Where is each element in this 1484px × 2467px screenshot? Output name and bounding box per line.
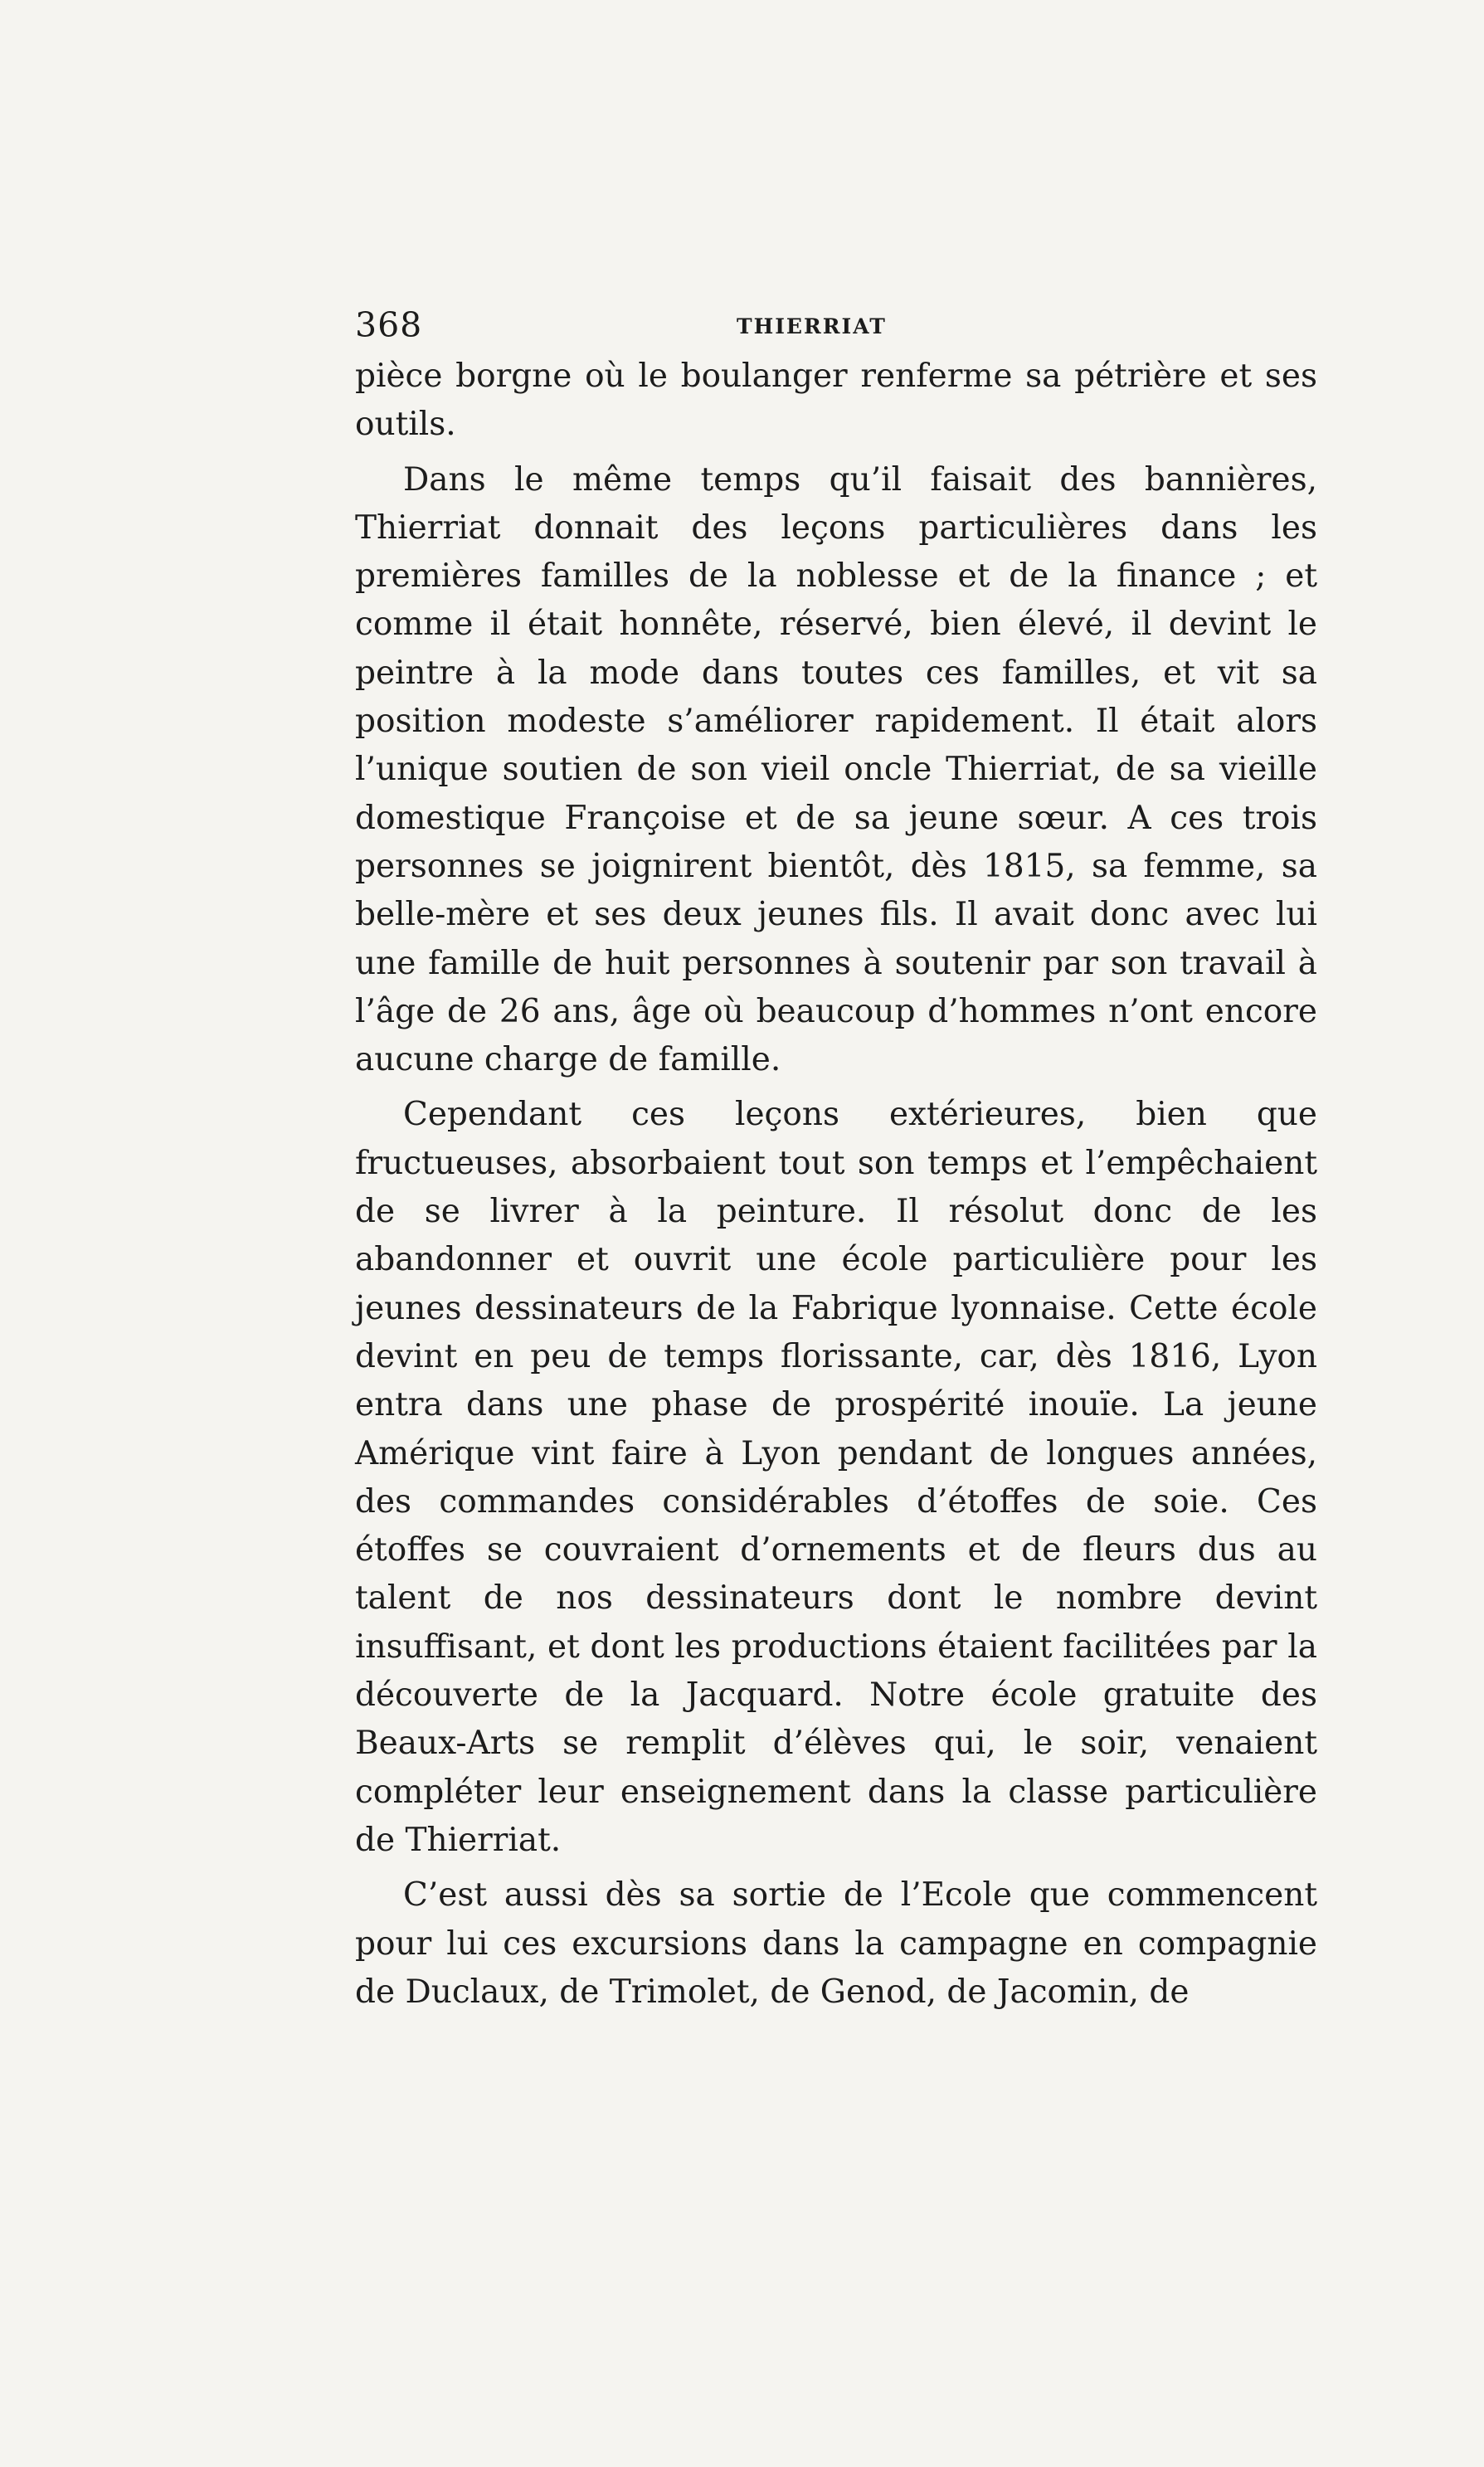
body-text bbox=[355, 353, 1317, 2017]
running-title: THIERRIAT bbox=[737, 314, 887, 338]
paragraph-2: Dans le même temps qu’il faisait des bannières, Thierriat donnait des leçons particulières dans les premières familles de la noblesse et de la finance ; et comme il était honnête, réservé, bien élevé, il devint le peintre à la mode dans toutes ces familles, et vit sa position modeste s’améliorer rapidement. Il était alors l’unique soutien de son vieil oncle Thierriat, de sa vieille domestique Françoise et de sa jeune sœur. A ces trois personnes se joignirent bientôt, dès 1815, sa femme, sa belle-mère et ses deux jeunes fils. Il avait donc avec lui une famille de huit personnes à soutenir par son travail à l’âge de 26 ans, âge où beaucoup d’hommes n’ont encore aucune charge de famille. bbox=[355, 460, 1317, 1079]
paragraph-1: pièce borgne où le boulanger renferme sa pétrière et ses outils. bbox=[355, 358, 1317, 444]
paragraph-4: C’est aussi dès sa sortie de l’Ecole que commencent pour lui ces excursions dans la campagne en compagnie de Duclaux, de Trimolet, de Genod, de Jacomin, de bbox=[355, 1876, 1317, 2011]
page-number: 368 bbox=[355, 305, 423, 345]
paragraph-3: Cependant ces leçons extérieures, bien que fructueuses, absorbaient tout son temps et l’empêchaient de se livrer à la peinture. Il résolut donc de les abandonner et ouvrit une école particulière pour les jeunes dessinateurs de la Fabrique lyonnaise. Cette école devint en peu de temps florissante, car, dès 1816, Lyon entra dans une phase de prospérité inouïe. La jeune Amérique vint faire à Lyon pendant de longues années, des commandes considérables d’étoffes de soie. Ces étoffes se couvraient d’ornements et de fleurs dus au talent de nos dessinateurs dont le nombre devint insuffisant, et dont les productions étaient facilitées par la découverte de la Jacquard. Notre école gratuite des Beaux-Arts se remplit d’élèves qui, le soir, venaient compléter leur enseignement dans la classe particulière de Thierriat. bbox=[355, 1096, 1317, 1859]
page-header bbox=[355, 300, 1307, 350]
